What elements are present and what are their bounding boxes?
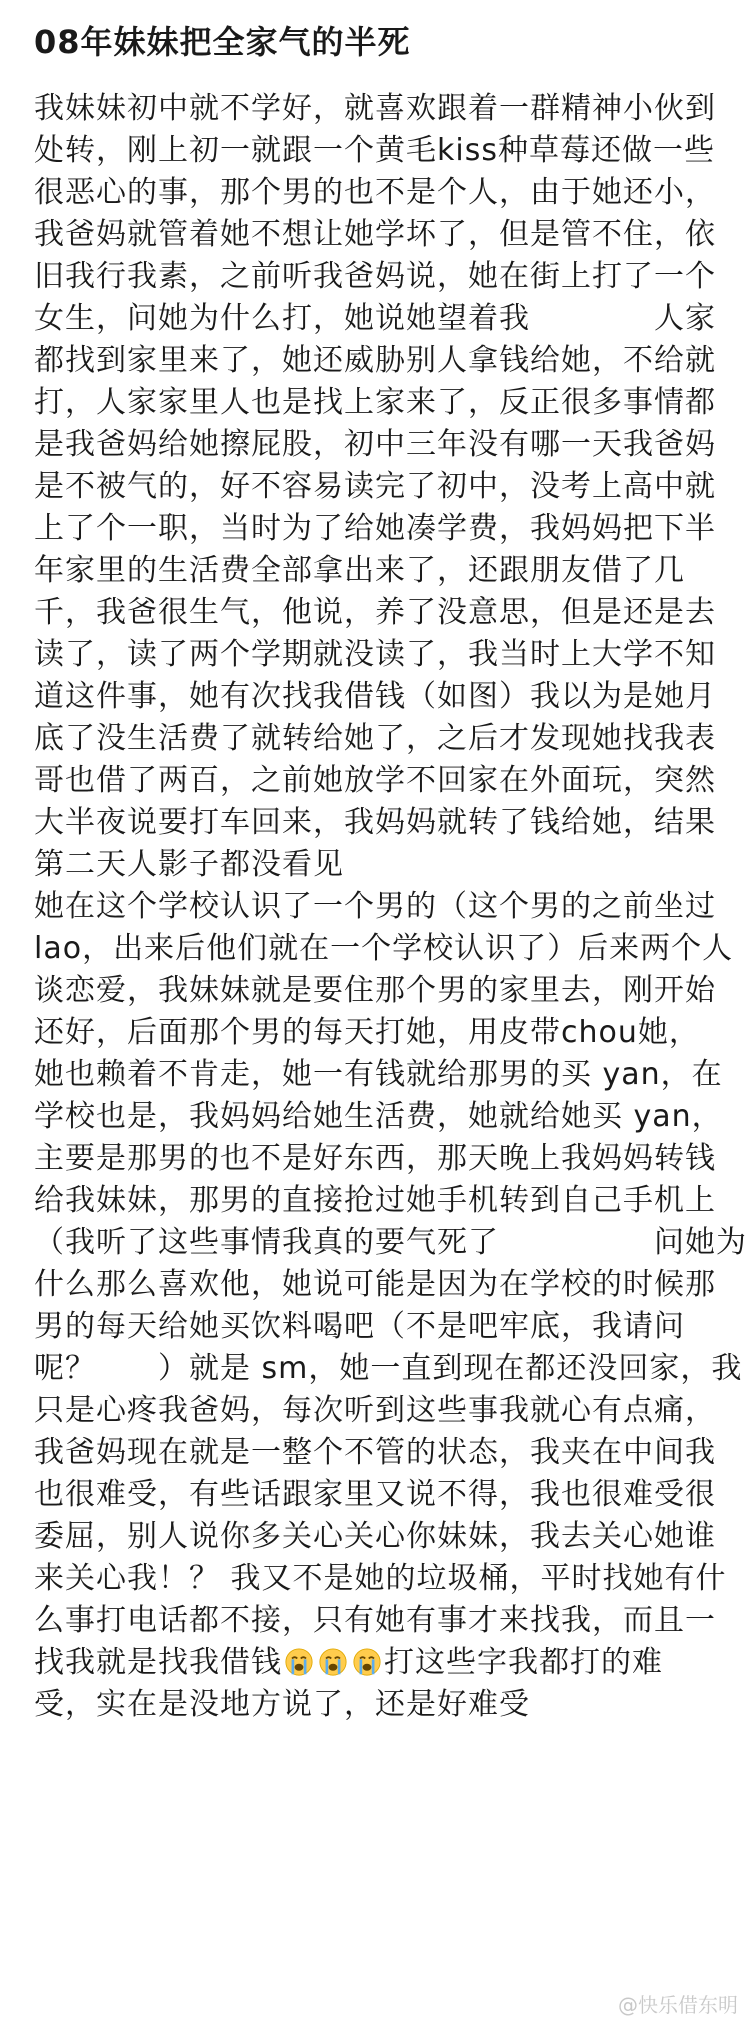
body-line: 处转，刚上初一就跟一个黄毛kiss种草莓还做一些 <box>34 133 715 168</box>
body-line: 千，我爸很生气，他说，养了没意思，但是还是去 <box>34 595 716 630</box>
post-title: 08年妹妹把全家气的半死 <box>34 23 411 61</box>
loudly-crying-face-icon <box>319 1646 347 1674</box>
body-line: 谈恋爱，我妹妹就是要住那个男的家里去，刚开始 <box>34 973 716 1008</box>
body-line: 是不被气的，好不容易读完了初中，没考上高中就 <box>34 469 716 504</box>
loudly-crying-face-icon <box>353 1646 381 1674</box>
body-line: 什么那么喜欢他，她说可能是因为在学校的时候那 <box>34 1267 716 1302</box>
body-line: 我妹妹初中就不学好，就喜欢跟着一群精神小伙到 <box>34 91 716 126</box>
body-line: 只是心疼我爸妈，每次听到这些事我就心有点痛， <box>34 1393 716 1428</box>
body-line: 她在这个学校认识了一个男的（这个男的之前坐过 <box>34 889 716 924</box>
body-line: 年家里的生活费全部拿出来了，还跟朋友借了几 <box>34 553 685 588</box>
body-line: 第二天人影子都没看见 <box>34 847 344 882</box>
body-line: 么事打电话都不接，只有她有事才来找我，而且一 <box>34 1603 716 1638</box>
body-line: 哥也借了两百，之前她放学不回家在外面玩，突然 <box>34 763 716 798</box>
body-line: 还好，后面那个男的每天打她，用皮带chou她， <box>34 1015 700 1050</box>
body-line: 主要是那男的也不是好东西，那天晚上我妈妈转钱 <box>34 1141 716 1176</box>
body-line: 来关心我！？ 我又不是她的垃圾桶，平时找她有什 <box>34 1561 727 1596</box>
body-line: 很恶心的事，那个男的也不是个人，由于她还小， <box>34 175 716 210</box>
body-line: 女生，问她为什么打，她说她望着我 人家 <box>34 301 716 336</box>
body-text-segment: 找我就是找我借钱 <box>34 1645 282 1680</box>
body-line: 读了，读了两个学期就没读了，我当时上大学不知 <box>34 637 716 672</box>
body-line: 男的每天给她买饮料喝吧（不是吧牢底，我请问 <box>34 1309 685 1344</box>
body-line: 都找到家里来了，她还威胁别人拿钱给她，不给就 <box>34 343 716 378</box>
watermark: @快乐借东明 <box>618 1993 738 2017</box>
body-line: 大半夜说要打车回来，我妈妈就转了钱给她，结果 <box>34 805 716 840</box>
body-line: 我爸妈就管着她不想让她学坏了，但是管不住，依 <box>34 217 716 252</box>
body-line: 是我爸妈给她擦屁股，初中三年没有哪一天我爸妈 <box>34 427 716 462</box>
body-line: 打，人家家里人也是找上家来了，反正很多事情都 <box>34 385 716 420</box>
body-line-with-emoji <box>34 1642 734 1684</box>
body-line: 道这件事，她有次找我借钱（如图）我以为是她月 <box>34 679 716 714</box>
post-body <box>34 88 747 1726</box>
body-line: 我爸妈现在就是一整个不管的状态，我夹在中间我 <box>34 1435 716 1470</box>
body-line: 也很难受，有些话跟家里又说不得，我也很难受很 <box>34 1477 716 1512</box>
body-line: 呢？ ）就是 sm，她一直到现在都还没回家，我 <box>34 1351 743 1386</box>
body-line: 受，实在是没地方说了，还是好难受 <box>34 1687 530 1722</box>
body-line: 委屈，别人说你多关心关心你妹妹，我去关心她谁 <box>34 1519 716 1554</box>
body-line: lao，出来后他们就在一个学校认识了）后来两个人 <box>34 931 734 966</box>
body-text-segment: 打这些字我都打的难 <box>384 1645 663 1680</box>
body-line: 她也赖着不肯走，她一有钱就给那男的买 yan，在 <box>34 1057 723 1092</box>
body-line: 旧我行我素，之前听我爸妈说，她在街上打了一个 <box>34 259 716 294</box>
body-line: 学校也是，我妈妈给她生活费，她就给她买 yan， <box>34 1099 723 1134</box>
loudly-crying-face-icon <box>285 1646 313 1674</box>
body-line: （我听了这些事情我真的要气死了 问她为 <box>34 1225 747 1260</box>
body-line: 上了个一职，当时为了给她凑学费，我妈妈把下半 <box>34 511 716 546</box>
body-line: 底了没生活费了就转给她了，之后才发现她找我表 <box>34 721 716 756</box>
body-line: 给我妹妹，那男的直接抢过她手机转到自己手机上 <box>34 1183 716 1218</box>
